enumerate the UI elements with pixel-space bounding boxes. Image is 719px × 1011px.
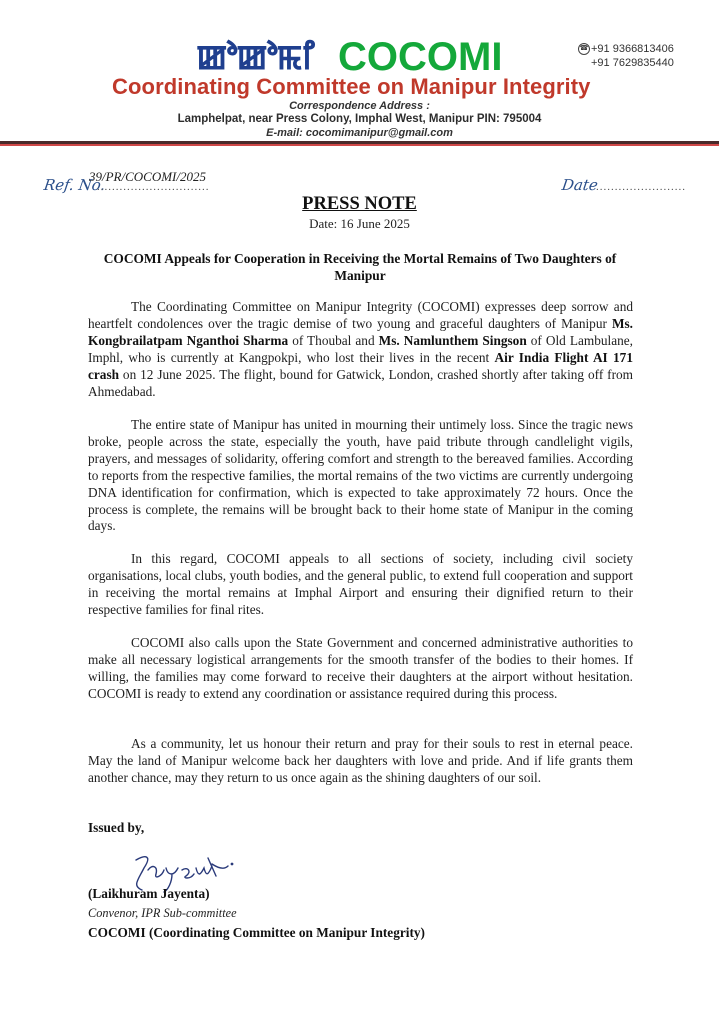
paragraph-4: COCOMI also calls upon the State Government and concerned administrative authorities to make all necessary logistical arrangements for the smooth transfer of the bodies to their homes. If willing, the families may come forward to receive their daughters at the airport without hesitation. COCOMI is ready to extend any coordination or assistance required during this process. [88,635,633,701]
phone-number-2: +91 7629835440 [591,57,674,69]
p1-text-3: of Old Lambulane, Imphl, who is currently at Kangpokpi, who lost their lives in the recent [88,332,633,365]
victim-name-1: Ms. Kongbrailatpam Nganthoi Sharma [88,315,633,348]
correspondence-label: Correspondence Address : [289,100,430,112]
correspondence-address: Lamphelpat, near Press Colony, Imphal West, Manipur PIN: 795004 [177,113,542,125]
press-note-title: PRESS NOTE [302,194,417,214]
signatory-role: Convenor, IPR Sub-committee [88,906,237,920]
ref-dots: .............................. [97,181,210,193]
p1-text-4: on 12 June 2025. The flight, bound for Gatwick, London, crashed shortly after taking off from Ahmedabad. [88,366,633,399]
phone-icon: ☎ [578,43,590,55]
p1-text-1: The Coordinating Committee on Manipur Integrity (COCOMI) expresses deep sorrow and heartfelt condolences over the tragic demise of two young and graceful daughters of Manipur [88,299,633,331]
header-divider-red [0,144,719,146]
press-note-date: Date: 16 June 2025 [309,216,410,231]
correspondence-email: E-mail: cocomimanipur@gmail.com [266,127,453,139]
p1-text-2: of Thoubal and [288,332,379,348]
issued-by: Issued by, [88,820,145,835]
organization-name: Coordinating Committee on Manipur Integrity [112,74,591,99]
ref-number: 39/PR/COCOMI/2025 [89,169,206,184]
flight-name: Air India Flight AI 171 crash [88,349,633,382]
paragraph-3: In this regard, COCOMI appeals to all sections of society, including civil society organisations, local clubs, youth bodies, and the general public, to extend full cooperation and support in receiving the mortal remains at Imphal Airport and ensuring their dignified return to their respective families for final rites. [88,551,633,617]
logo-wordmark: COCOMI [338,35,503,79]
press-note-subject: COCOMI Appeals for Cooperation in Receiving the Mortal Remains of Two Daughters of Manipur [103,251,617,283]
signatory-name: (Laikhuram Jayenta) [88,886,210,901]
signatory-organization: COCOMI (Coordinating Committee on Manipur Integrity) [88,925,425,940]
logo-meitei-script: ꯀꯣꯀꯣꯃꯤ [196,38,314,78]
paragraph-1 [88,299,633,400]
contact-phones [578,42,674,70]
paragraph-2: The entire state of Manipur has united in mourning their untimely loss. Since the tragic news broke, people across the state, especially the youth, have paid tribute through candlelight vigils, prayers, and messages of solidarity, offering comfort and strength to the bereaved families. According to reports from the respective families, the mortal remains of the two victims are currently undergoing DNA identification for confirmation, which is expected to take approximately 72 hours. Once the process is complete, the remains will be brought back to their home state of Manipur in the coming days. [88,417,633,534]
phone-row-2 [578,56,674,70]
ref-label: Ref. No. [42,176,107,194]
phone-row-1 [578,42,674,56]
paragraph-5: As a community, let us honour their return and pray for their souls to rest in eternal peace. May the land of Manipur welcome back her daughters with love and pride. And if life grants them another chance, may they return to us once again as the shining daughters of our soil. [88,736,633,785]
victim-name-2: Ms. Namlunthem Singson [378,332,527,348]
date-dots: ........................ [596,181,686,193]
phone-number-1: +91 9366813406 [591,43,674,55]
date-label: Date [560,176,600,194]
